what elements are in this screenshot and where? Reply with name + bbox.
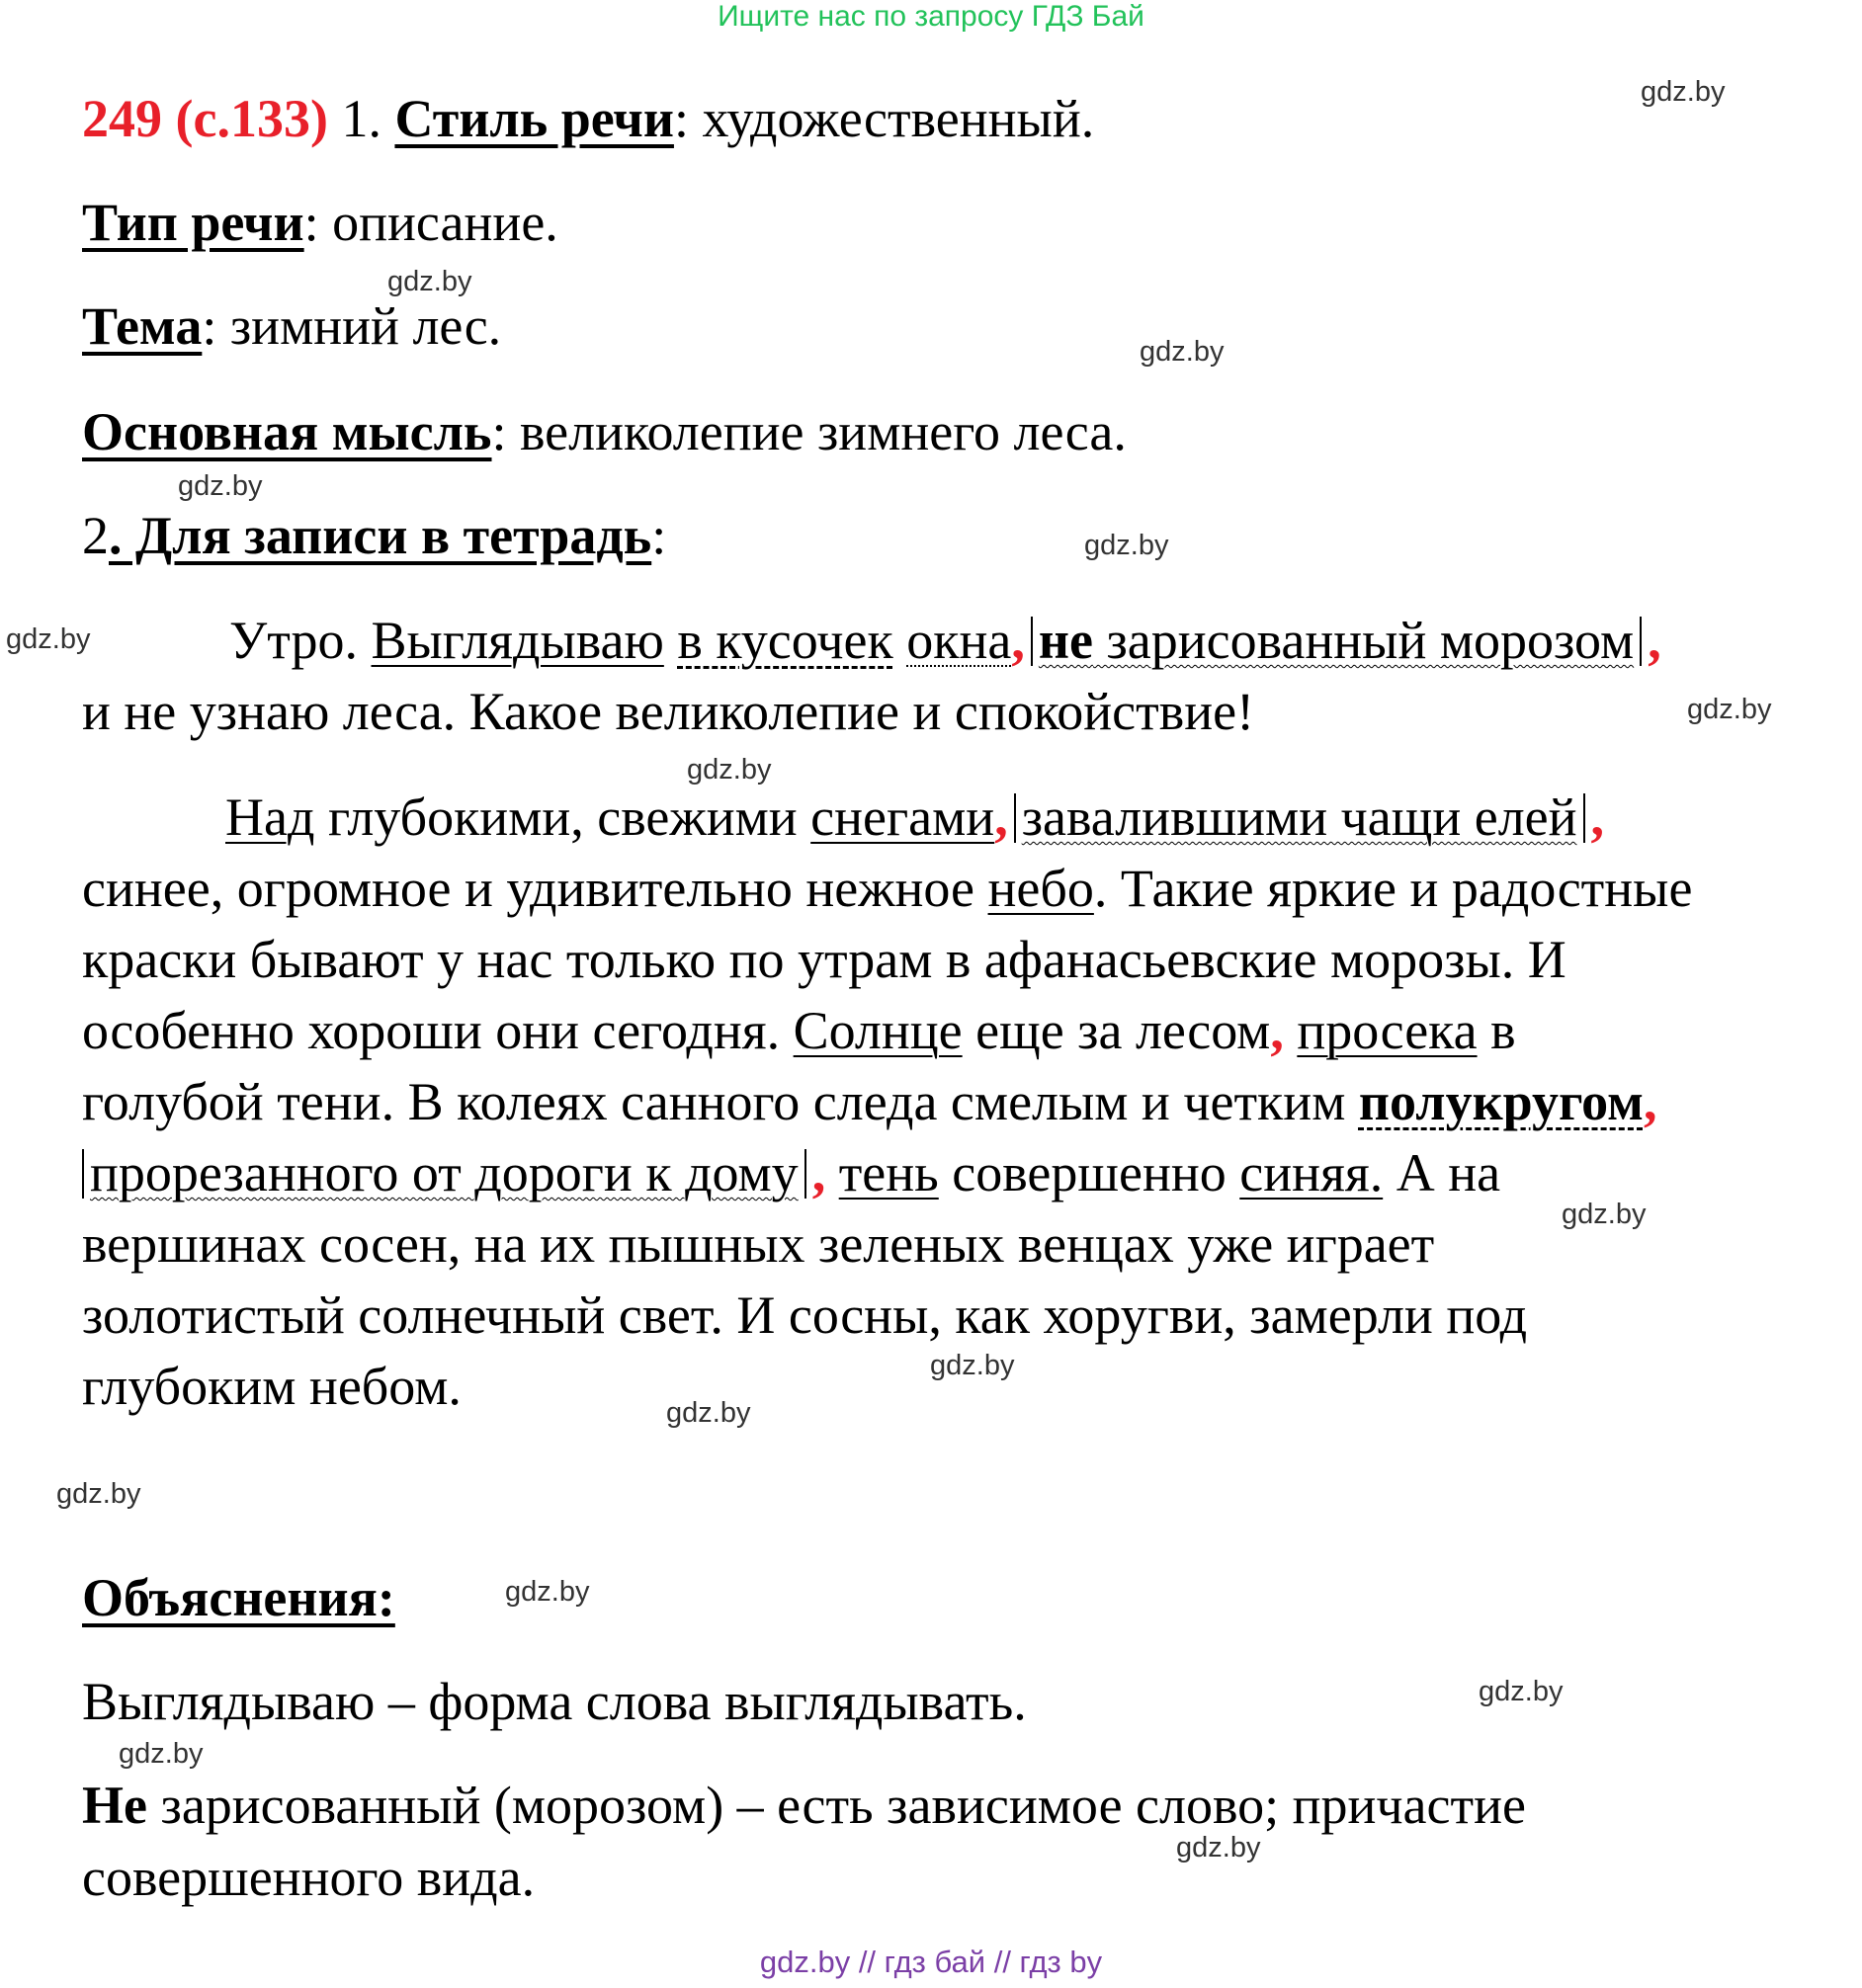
p2-text: синее, огромное и удивительно нежное: [82, 859, 988, 918]
item2-colon: :: [651, 506, 667, 565]
explanation-2-line2: совершенного вида.: [82, 1848, 536, 1907]
item2-number: 2: [82, 506, 109, 565]
p2-line2: [82, 857, 1692, 920]
p1-not: не: [1038, 611, 1093, 670]
explanation-2: [82, 1774, 1526, 1837]
p2-text: голубой тени. В колеях санного следа смелым и четким: [82, 1072, 1359, 1131]
p2-comma: ,: [994, 787, 1008, 847]
p2-word-clearing: просека: [1297, 1001, 1478, 1060]
style-label: Стиль речи: [394, 89, 674, 148]
watermark: gdz.by: [178, 470, 263, 502]
p2-word-blue: синяя.: [1239, 1143, 1384, 1202]
p1-word-predicate: Выглядываю: [371, 611, 664, 670]
p2-word-sky: небо: [987, 859, 1094, 918]
p2-line8: золотистый солнечный свет. И сосны, как хоругви, замерли под: [82, 1285, 1528, 1345]
type-value: : описание.: [303, 193, 558, 252]
item1-number: 1.: [341, 89, 381, 148]
phrase-boundary: [82, 1149, 84, 1199]
watermark: gdz.by: [119, 1738, 204, 1770]
p1-participle-rest: зарисованный морозом: [1092, 611, 1635, 670]
idea-label: Основная мысль: [82, 402, 492, 461]
watermark: gdz.by: [1641, 76, 1726, 108]
theme-value: : зимний лес.: [202, 296, 502, 356]
item2-label: . Для записи в тетрадь: [109, 506, 652, 565]
task-line-idea: [82, 400, 1127, 463]
p2-word-semicircle: полукругом: [1358, 1072, 1644, 1131]
watermark: gdz.by: [666, 1397, 751, 1429]
task-line-style: [82, 87, 1094, 150]
idea-value: : великолепие зимнего леса.: [491, 402, 1127, 461]
p2-text: глубокими, свежими: [314, 787, 811, 847]
p1-space: [893, 611, 907, 670]
p2-text: еще за лесом: [962, 1001, 1271, 1060]
p2-line7: вершинах сосен, на их пышных зеленых венцах уже играет: [82, 1214, 1435, 1274]
p2-line6: [82, 1141, 1500, 1204]
p2-text: особенно хороши они сегодня.: [82, 1001, 794, 1060]
p1-text: Утро.: [229, 611, 372, 670]
p2-participle-phrase: завалившими чащи елей: [1021, 787, 1577, 847]
p2-participle-phrase-2: прорезанного от дороги к дому: [90, 1143, 799, 1202]
type-label: Тип речи: [82, 193, 304, 252]
task-line-theme: [82, 294, 501, 358]
explanation-2-text: зарисованный (морозом) – есть зависимое слово; причастие: [146, 1776, 1526, 1835]
watermark: gdz.by: [56, 1478, 141, 1510]
explanations-title: [82, 1566, 395, 1629]
watermark: gdz.by: [6, 623, 91, 655]
p2-word-sun: Солнце: [793, 1001, 963, 1060]
footer-links: gdz.by // гдз бай // гдз by: [759, 1945, 1103, 1979]
explanation-1: Выглядываю – форма слова выглядывать.: [82, 1672, 1027, 1731]
watermark: gdz.by: [930, 1350, 1015, 1381]
phrase-boundary: [1014, 793, 1016, 843]
p2-line5: [82, 1070, 1656, 1133]
task-number: 249 (с.133): [82, 89, 328, 148]
p1-comma: ,: [1648, 611, 1661, 670]
watermark: gdz.by: [687, 754, 772, 786]
watermark: gdz.by: [387, 266, 472, 297]
task-line-item2: [82, 504, 666, 567]
phrase-boundary: [804, 1149, 806, 1199]
watermark: gdz.by: [1176, 1832, 1261, 1864]
explanation-2-not: Не: [82, 1776, 147, 1835]
p2-comma: ,: [1590, 787, 1605, 847]
p2-comma: ,: [811, 1143, 826, 1202]
watermark: gdz.by: [505, 1576, 590, 1608]
phrase-boundary: [1640, 617, 1642, 666]
watermark: gdz.by: [1562, 1199, 1647, 1230]
p2-line1: [225, 786, 1604, 849]
p2-word-shadow: тень: [838, 1143, 939, 1202]
p1-line1: [229, 609, 1661, 672]
p2-text: . Такие яркие и радостные: [1093, 859, 1693, 918]
explanations-title-text: Объяснения:: [82, 1568, 395, 1627]
p2-text: совершенно: [938, 1143, 1240, 1202]
watermark: gdz.by: [1084, 530, 1169, 561]
phrase-boundary: [1031, 617, 1033, 666]
p2-line4: [82, 999, 1516, 1062]
p2-text: в: [1477, 1001, 1516, 1060]
style-value: : художественный.: [673, 89, 1095, 148]
theme-label: Тема: [82, 296, 203, 356]
p2-word-snow: снегами: [810, 787, 995, 847]
p2-line3: краски бывают у нас только по утрам в афанасьевские морозы. И: [82, 930, 1566, 989]
task-line-type: [82, 191, 558, 254]
p1-word-adverbial: в кусочек: [677, 611, 893, 670]
p1-space: [664, 611, 678, 670]
search-banner: Ищите нас по запросу ГДЗ Бай: [718, 0, 1144, 33]
phrase-boundary: [1583, 793, 1585, 843]
p2-word-preposition: Над: [225, 787, 315, 847]
p1-line2: и не узнаю леса. Какое великолепие и спокойствие!: [82, 682, 1255, 741]
p1-word-object: окна: [906, 611, 1012, 670]
p2-line9: глубоким небом.: [82, 1357, 462, 1416]
p2-comma: ,: [1270, 1001, 1284, 1060]
p1-participle-phrase: [1039, 611, 1634, 670]
watermark: gdz.by: [1140, 336, 1225, 368]
p2-text: А на: [1383, 1143, 1501, 1202]
watermark: gdz.by: [1687, 694, 1772, 725]
p1-comma: ,: [1011, 611, 1025, 670]
p2-comma: ,: [1643, 1072, 1657, 1131]
watermark: gdz.by: [1479, 1676, 1564, 1707]
